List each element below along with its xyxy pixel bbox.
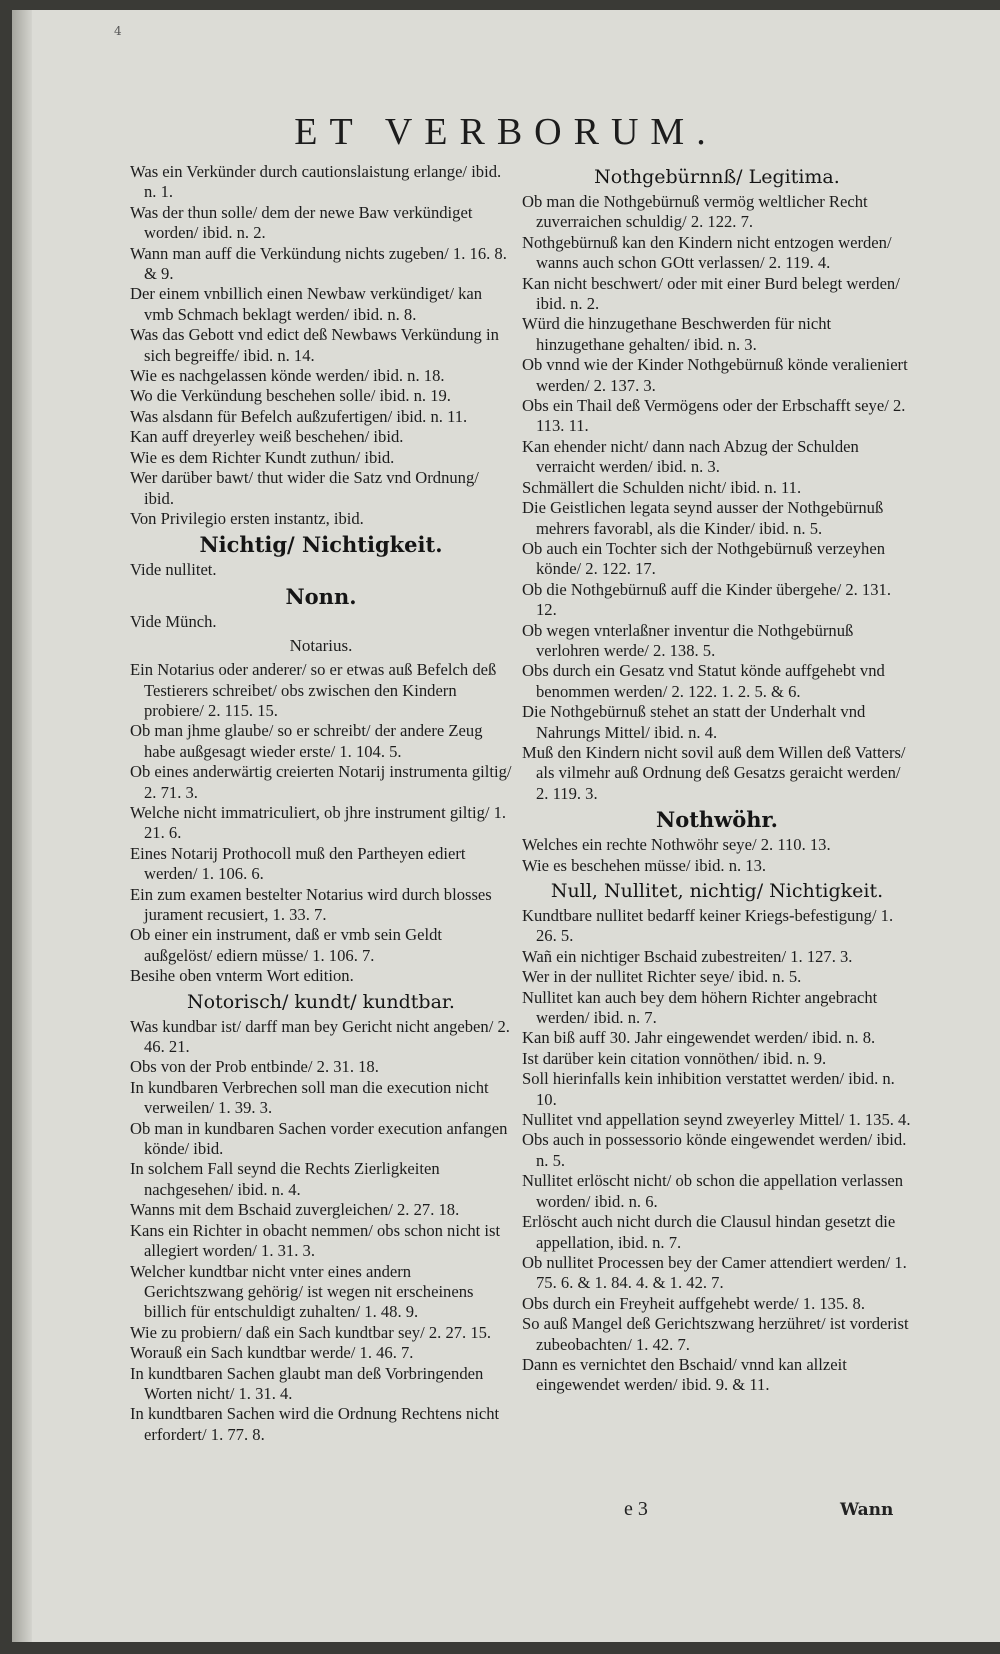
index-entry: Was ein Verkünder durch cautionslaistung erlange/ ibid. n. 1. xyxy=(130,162,502,202)
index-entry: Nothgebürnuß kan den Kindern nicht entzogen werden/ wanns auch schon GOtt verlassen/ 2. 119. 4. xyxy=(522,232,892,273)
index-entry: Ob einer ein instrument, daß er vmb sein Geldt außgelöst/ ediern müsse/ 1. 106. 7. xyxy=(130,925,442,965)
cross-reference: Vide Münch. xyxy=(130,611,217,631)
index-entry: In kundtbaren Sachen wird die Ordnung Rechtens nicht erfordert/ 1. 77. 8. xyxy=(130,1404,500,1444)
index-entry: Was kundbar ist/ darff man bey Gericht nicht angeben/ 2. 46. 21. xyxy=(130,1016,510,1057)
book-page xyxy=(12,10,1000,1642)
index-heading: Null, Nullitet, nichtig/ Nichtigkeit. xyxy=(550,880,884,902)
index-entry: Wo die Verkündung beschehen solle/ ibid. n. 19. xyxy=(130,386,451,406)
index-entry: Welcher kundtbar nicht vnter eines andern Gerichtszwang gehörig/ ist wegen nit erscheinens billich für entschuldigt zuhalten/ 1. 48. 9. xyxy=(130,1261,474,1322)
index-entry: Wanns mit dem Bschaid zuvergleichen/ 2. 27. 18. xyxy=(130,1200,460,1220)
index-entry: Ob man die Nothgebürnuß vermög weltlicher Recht zuverraichen schuldig/ 2. 122. 7. xyxy=(522,192,868,232)
index-entry: Ist darüber kein citation vonnöthen/ ibid. n. 9. xyxy=(522,1048,827,1068)
index-entry: Dann es vernichtet den Bschaid/ vnnd kan allzeit eingewendet werden/ ibid. 9. & 11. xyxy=(522,1354,847,1395)
index-entry: Kan auff dreyerley weiß beschehen/ ibid. xyxy=(130,427,404,447)
index-entry: Ob wegen vnterlaßner inventur die Nothgebürnuß verlohren werde/ 2. 138. 5. xyxy=(522,620,854,660)
index-heading: Nonn. xyxy=(285,583,357,609)
index-entry: Soll hierinfalls kein inhibition verstattet werden/ ibid. n. 10. xyxy=(522,1069,895,1109)
index-entry: Nullitet erlöscht nicht/ ob schon die appellation verlassen worden/ ibid. n. 6. xyxy=(522,1171,904,1211)
index-entry: Wer darüber bawt/ thut wider die Satz vnd Ordnung/ ibid. xyxy=(130,468,479,508)
index-entry: Ob auch ein Tochter sich der Nothgebürnuß verzeyhen könde/ 2. 122. 17. xyxy=(522,538,886,579)
index-heading: Nothgebürnnß/ Legitima. xyxy=(594,166,840,188)
index-entry: Ob man in kundbaren Sachen vorder execution anfangen könde/ ibid. xyxy=(130,1118,508,1159)
index-entry: Würd die hinzugethane Beschwerden für nicht hinzugethane gehalten/ ibid. n. 3. xyxy=(522,314,832,354)
index-entry: Ob man jhme glaube/ so er schreibt/ der andere Zeug habe außgesagt wieder erste/ 1. 104. 5. xyxy=(130,721,483,761)
index-entry: Wie es dem Richter Kundt zuthun/ ibid. xyxy=(130,447,395,467)
index-entry: Die Geistlichen legata seynd ausser der Nothgebürnuß mehrers favorabl, als die Kinder/ ibid. n. 5. xyxy=(522,498,884,538)
index-entry: Von Privilegio ersten instantz, ibid. xyxy=(130,508,364,528)
index-entry: Welche nicht immatriculiert, ob jhre instrument giltig/ 1. 21. 6. xyxy=(130,802,507,843)
index-entry: Eines Notarij Prothocoll muß den Partheyen ediert werden/ 1. 106. 6. xyxy=(130,843,466,884)
index-heading: Nothwöhr. xyxy=(656,807,778,833)
index-entry: Kan biß auff 30. Jahr eingewendet werden/ ibid. n. 8. xyxy=(522,1028,876,1048)
index-entry: Kundtbare nullitet bedarff keiner Kriegs-befestigung/ 1. 26. 5. xyxy=(522,906,894,946)
index-entry: Schmällert die Schulden nicht/ ibid. n. 11. xyxy=(522,477,802,497)
index-entry: Obs auch in possessorio könde eingewendet werden/ ibid. n. 5. xyxy=(522,1130,907,1170)
index-entry: In kundtbaren Sachen glaubt man deß Vorbringenden Worten nicht/ 1. 31. 4. xyxy=(130,1363,484,1403)
index-heading: Notorisch/ kundt/ kundtbar. xyxy=(187,990,455,1013)
index-entry: Wie es nachgelassen könde werden/ ibid. n. 18. xyxy=(130,366,445,386)
index-entry: Obs von der Prob entbinde/ 2. 31. 18. xyxy=(130,1057,379,1077)
index-entry: Wañ ein nichtiger Bschaid zubestreiten/ 1. 127. 3. xyxy=(522,946,853,966)
index-entry: Der einem vnbillich einen Newbaw verkündiget/ kan vmb Schmach beklagt werden/ ibid. n. 8. xyxy=(130,284,483,324)
index-entry: Obs durch ein Gesatz vnd Statut könde auffgehebt vnd benommen werden/ 2. 122. 1. 2. 5. & 6. xyxy=(522,661,885,701)
index-entry: Wann man auff die Verkündung nichts zugeben/ 1. 16. 8. & 9. xyxy=(130,243,507,284)
index-entry: So auß Mangel deß Gerichtszwang herzühret/ ist vorderist zubeobachten/ 1. 42. 7. xyxy=(522,1314,909,1354)
index-entry: Ob eines anderwärtig creierten Notarij instrumenta giltig/ 2. 71. 3. xyxy=(130,762,512,802)
index-entry: Obs durch ein Freyheit auffgehebt werde/ 1. 135. 8. xyxy=(522,1293,865,1313)
right-column xyxy=(522,162,912,1396)
index-entry: Ob nullitet Processen bey der Camer attendiert werden/ 1. 75. 6. & 1. 84. 4. & 1. 42. 7. xyxy=(522,1252,907,1293)
index-entry: Ob die Nothgebürnuß auff die Kinder übergehe/ 2. 131. 12. xyxy=(522,579,891,620)
left-column xyxy=(130,162,512,1445)
index-entry: Muß den Kindern nicht sovil auß dem Willen deß Vatters/ als vilmehr auß Ordnung deß Gesatzs geraicht werden/ 2. 119. 3. xyxy=(522,742,906,803)
index-entry: Wer in der nullitet Richter seye/ ibid. n. 5. xyxy=(522,967,802,987)
cross-reference: Vide nullitet. xyxy=(130,560,217,580)
index-entry: Obs ein Thail deß Vermögens oder der Erbschafft seye/ 2. 113. 11. xyxy=(522,396,906,436)
signature-mark: e 3 xyxy=(624,1498,648,1520)
index-entry: In kundbaren Verbrechen soll man die execution nicht verweilen/ 1. 39. 3. xyxy=(130,1077,489,1118)
index-entry: Was alsdann für Befelch außzufertigen/ ibid. n. 11. xyxy=(130,406,468,426)
index-entry: In solchem Fall seynd die Rechts Zierligkeiten nachgesehen/ ibid. n. 4. xyxy=(130,1159,440,1199)
corner-mark: 4 xyxy=(114,24,122,38)
catchword: Wann xyxy=(840,1500,894,1520)
index-entry: Ob vnnd wie der Kinder Nothgebürnuß könde veralieniert werden/ 2. 137. 3. xyxy=(522,355,908,395)
index-heading: Nichtig/ Nichtigkeit. xyxy=(199,532,443,558)
index-entry: Kans ein Richter in obacht nemmen/ obs schon nicht ist allegiert worden/ 1. 31. 3. xyxy=(130,1220,501,1261)
index-entry: Ein Notarius oder anderer/ so er etwas auß Befelch deß Testierers schreibet/ obs zwischen den Kindern probiere/ 2. 115. 15. xyxy=(130,660,497,720)
index-entry: Was das Gebott vnd edict deß Newbaws Verkündung in sich begreiffe/ ibid. n. 14. xyxy=(130,325,499,365)
index-entry: Worauß ein Sach kundtbar werde/ 1. 46. 7. xyxy=(130,1343,414,1363)
index-entry: Welches ein rechte Nothwöhr seye/ 2. 110. 13. xyxy=(522,835,831,855)
index-heading: Notarius. xyxy=(289,636,353,656)
page-gutter xyxy=(12,10,32,1642)
index-entry: Die Nothgebürnuß stehet an statt der Underhalt vnd Nahrungs Mittel/ ibid. n. 4. xyxy=(522,702,866,742)
index-entry: Erlöscht auch nicht durch die Clausul hindan gesetzt die appellation, ibid. n. 7. xyxy=(522,1212,896,1252)
index-entry: Wie zu probiern/ daß ein Sach kundtbar sey/ 2. 27. 15. xyxy=(130,1322,492,1342)
index-entry: Was der thun solle/ dem der newe Baw verkündiget worden/ ibid. n. 2. xyxy=(130,202,473,243)
index-entry: Nullitet kan auch bey dem höhern Richter angebracht werden/ ibid. n. 7. xyxy=(522,987,878,1028)
index-entry: Kan nicht beschwert/ oder mit einer Burd belegt werden/ ibid. n. 2. xyxy=(522,273,900,314)
index-entry: Ein zum examen bestelter Notarius wird durch blosses jurament recusiert, 1. 33. 7. xyxy=(130,884,492,924)
index-entry: Nullitet vnd appellation seynd zweyerley Mittel/ 1. 135. 4. xyxy=(522,1110,911,1130)
index-entry: Besihe oben vnterm Wort edition. xyxy=(130,966,354,986)
index-entry: Kan ehender nicht/ dann nach Abzug der Schulden verraicht werden/ ibid. n. 3. xyxy=(522,436,859,477)
index-entry: Wie es beschehen müsse/ ibid. n. 13. xyxy=(522,855,767,875)
running-head: ET VERBORUM. xyxy=(294,111,718,153)
